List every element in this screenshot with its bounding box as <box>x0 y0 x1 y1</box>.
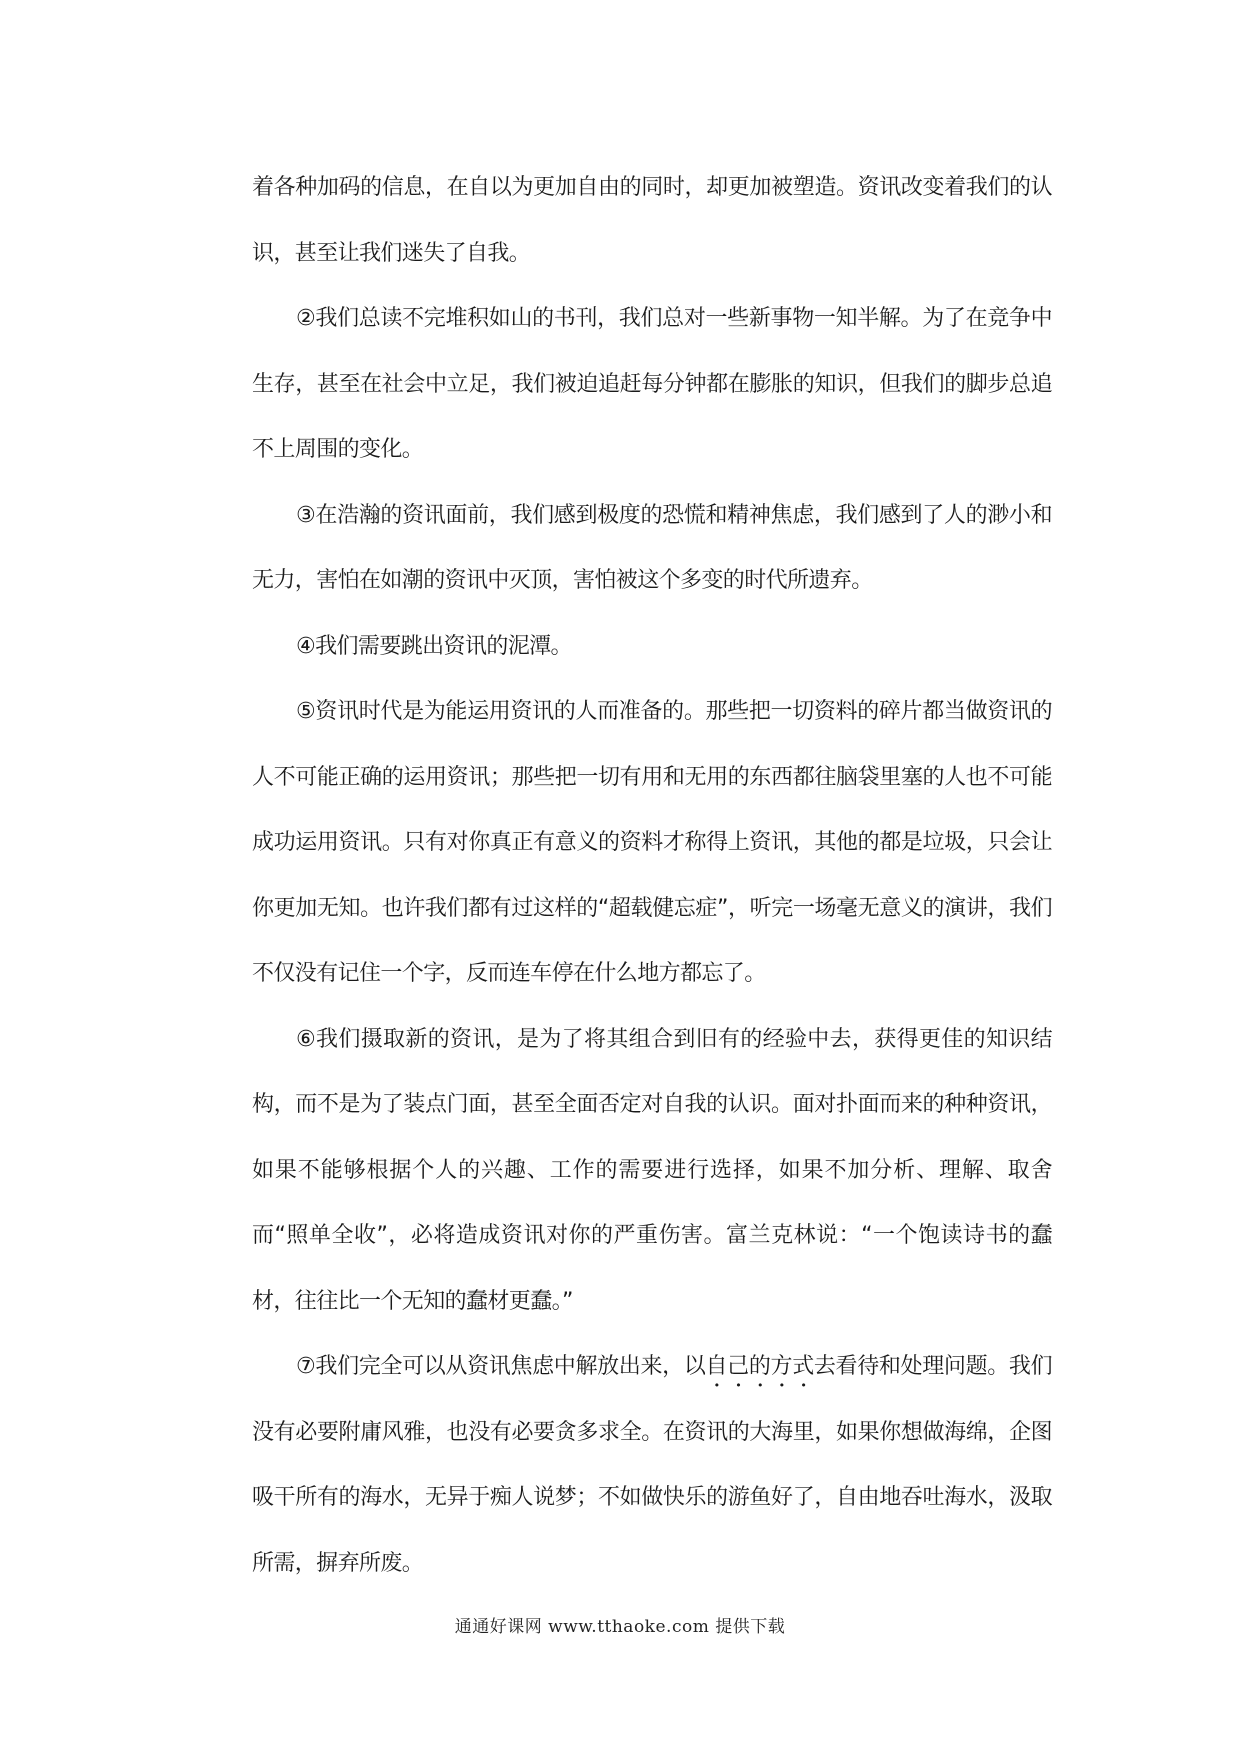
paragraph-continued <box>252 155 1052 286</box>
paragraph-text: ②我们总读不完堆积如山的书刊，我们总对一些新事物一知半解。为了在竞争中生存，甚至在社会中立足，我们被迫追赶每分钟都在膨胀的知识，但我们的脚步总追不上周围的变化。 <box>252 306 1052 462</box>
paragraph-6 <box>252 1007 1052 1335</box>
paragraph-2 <box>252 286 1052 483</box>
paragraph-text: 着各种加码的信息，在自以为更加自由的同时，却更加被塑造。资讯改变着我们的认识，甚至让我们迷失了自我。 <box>252 175 1052 266</box>
paragraph-5 <box>252 679 1052 1007</box>
paragraph-7 <box>252 1334 1052 1596</box>
emphasized-phrase: 自己的方式 <box>705 1354 814 1379</box>
paragraph-text: ⑤资讯时代是为能运用资讯的人而准备的。那些把一切资料的碎片都当做资讯的人不可能正确的运用资讯；那些把一切有用和无用的东西都往脑袋里塞的人也不可能成功运用资讯。只有对你真正有意义的资料才称得上资讯，其他的都是垃圾，只会让你更加无知。也许我们都有过这样的“超载健忘症”，听完一场毫无意义的演讲，我们不仅没有记住一个字，反而连车停在什么地方都忘了。 <box>252 699 1052 986</box>
paragraph-text: ⑦我们完全可以从资讯焦虑中解放出来，以 <box>296 1354 706 1379</box>
paragraph-text: ⑥我们摄取新的资讯，是为了将其组合到旧有的经验中去，获得更佳的知识结构，而不是为了装点门面，甚至全面否定对自我的认识。面对扑面而来的种种资讯，如果不能够根据个人的兴趣、工作的需要进行选择，如果不加分析、理解、取舍而“照单全收”，必将造成资讯对你的严重伤害。富兰克林说：“一个饱读诗书的蠢材，往往比一个无知的蠢材更蠢。” <box>252 1026 1052 1314</box>
paragraph-text: ③在浩瀚的资讯面前，我们感到极度的恐慌和精神焦虑，我们感到了人的渺小和无力，害怕在如潮的资讯中灭顶，害怕被这个多变的时代所遗弃。 <box>252 502 1052 593</box>
paragraph-3 <box>252 483 1052 614</box>
article-body <box>252 155 1052 1596</box>
paragraph-text: 去看待和处理问题。我们没有必要附庸风雅，也没有必要贪多求全。在资讯的大海里，如果你想做海绵，企图吸干所有的海水，无异于痴人说梦；不如做快乐的游鱼好了，自由地吞吐海水，汲取所需，摒弃所废。 <box>252 1354 1052 1576</box>
paragraph-text: ④我们需要跳出资讯的泥潭。 <box>296 633 572 659</box>
paragraph-4 <box>252 614 1052 680</box>
page-footer: 通通好课网 www.tthaoke.com 提供下载 <box>454 1617 786 1637</box>
